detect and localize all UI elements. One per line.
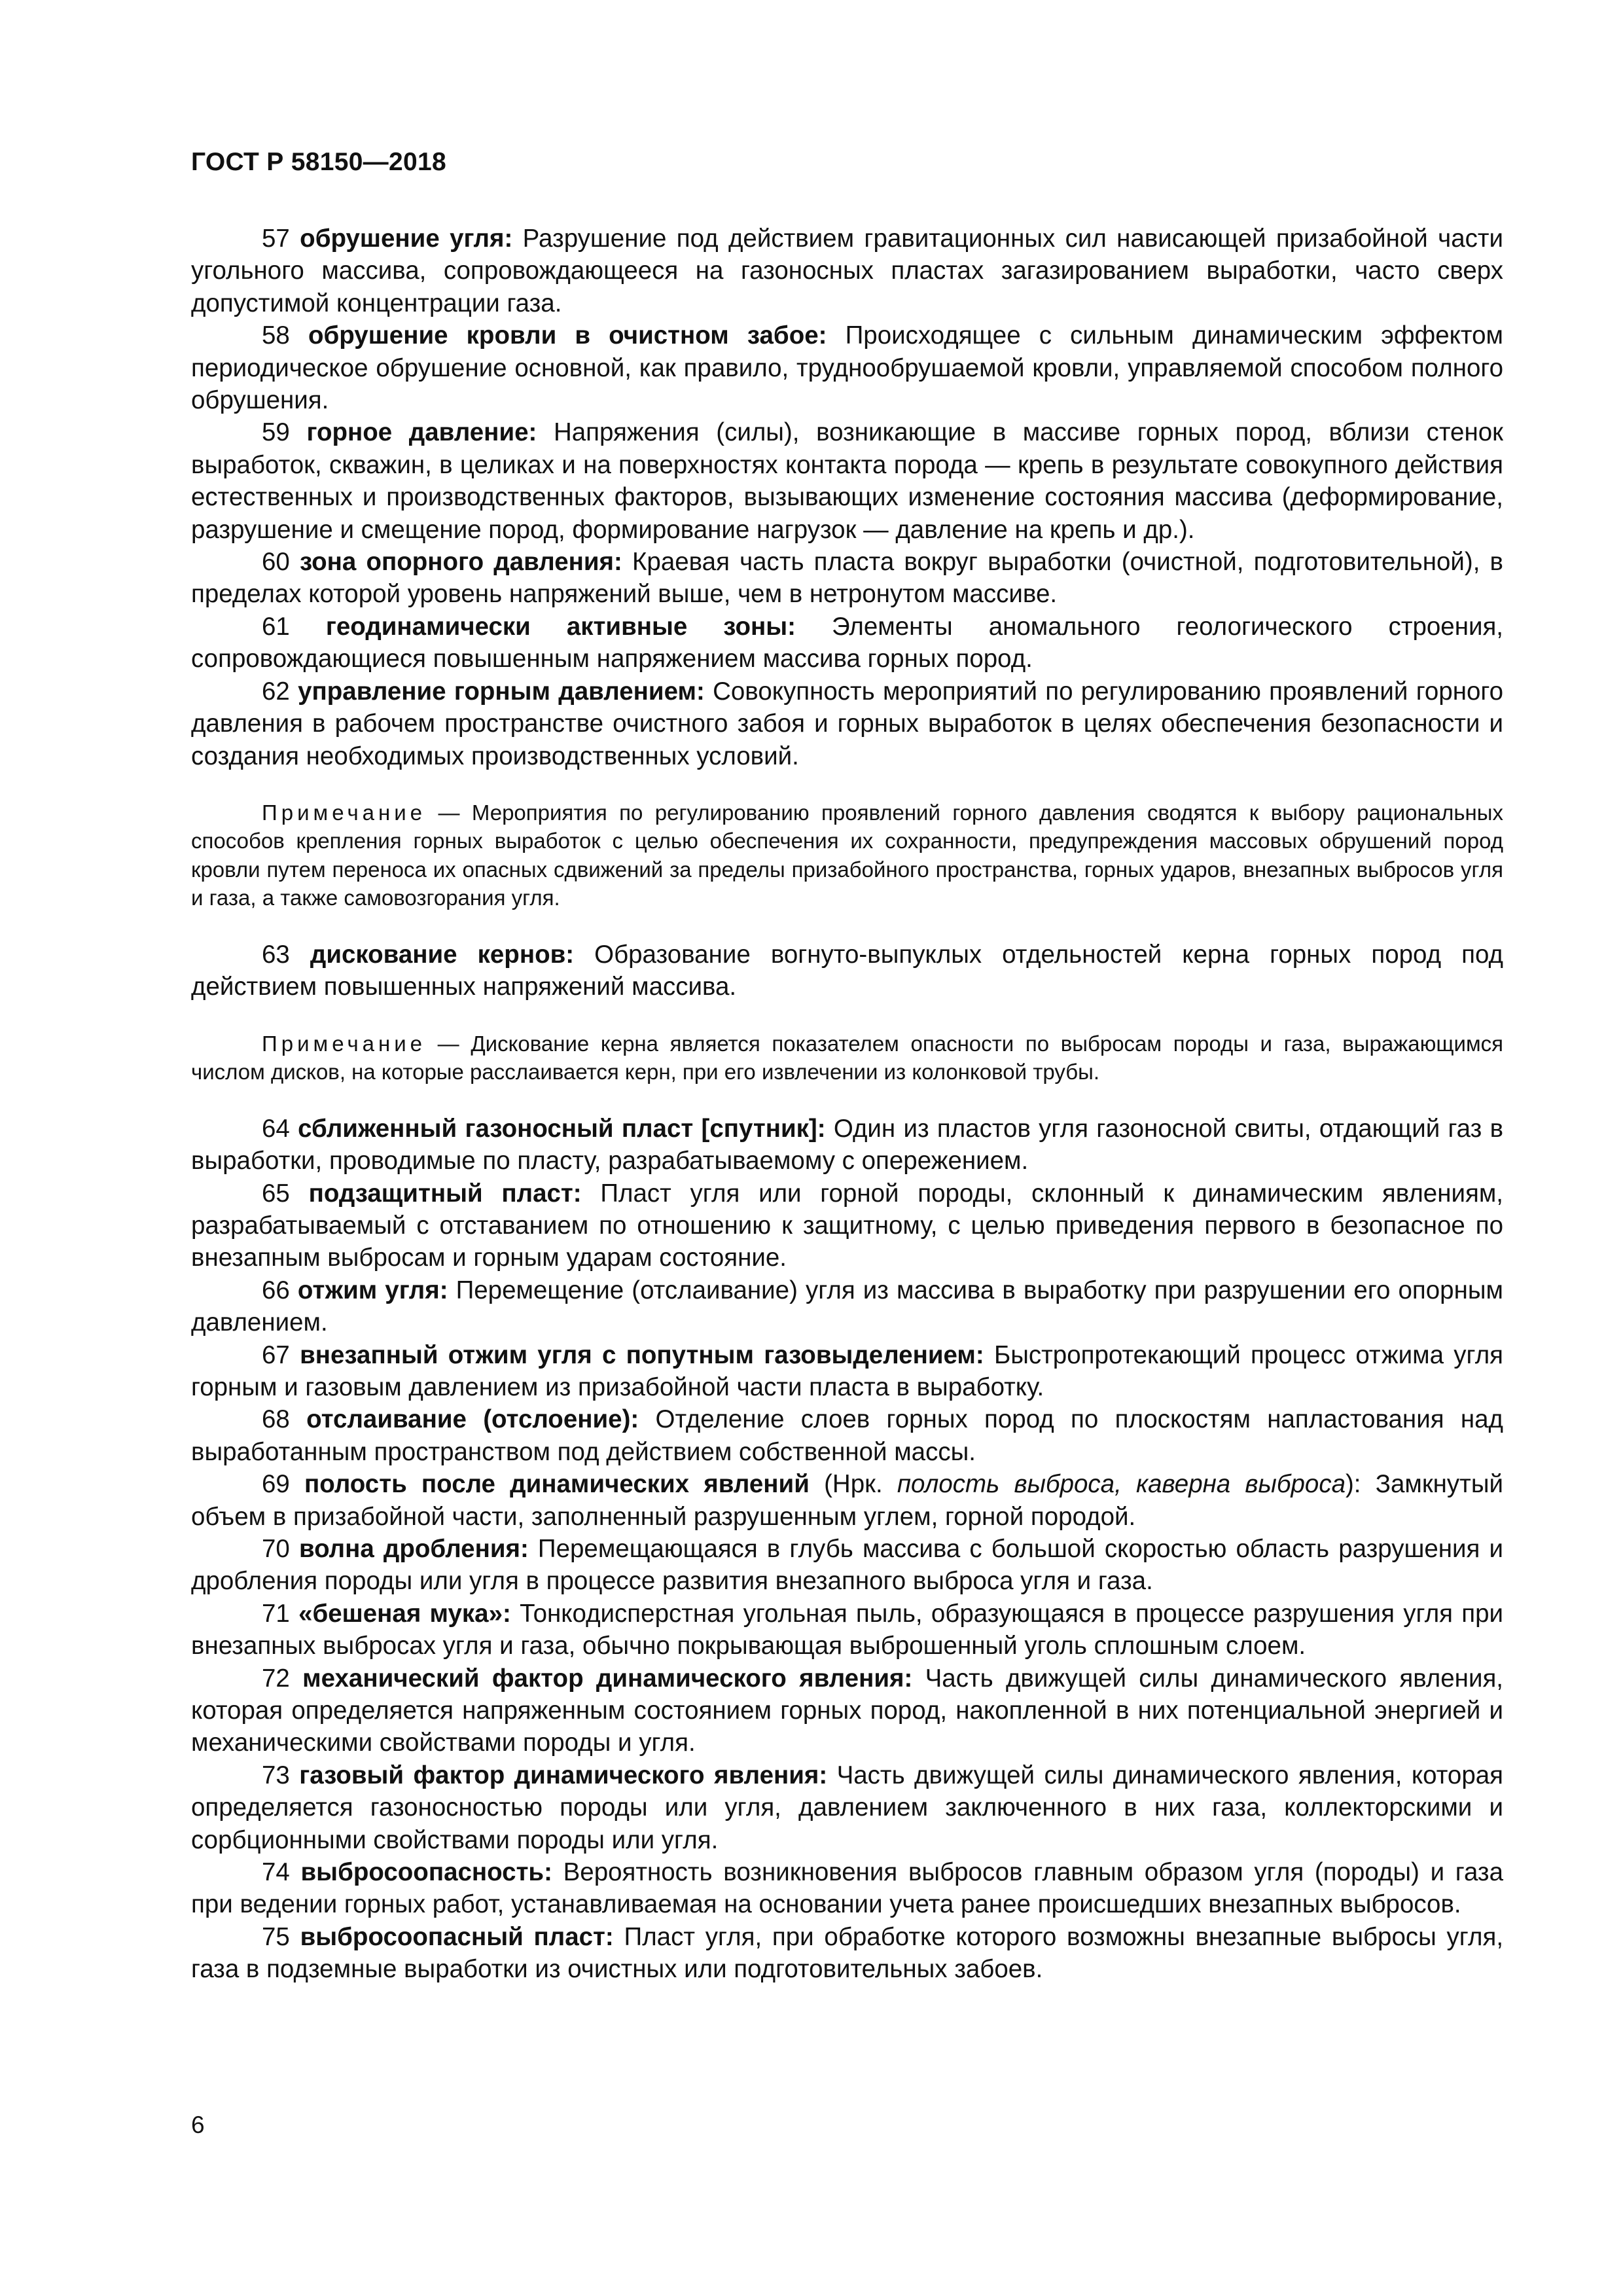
- entry-number: 73: [262, 1761, 290, 1789]
- entry-definition: Образование вогнуто-выпуклых отдельностей керна горных пород под действием повышенных напряжений массива.: [191, 940, 1503, 1001]
- entry-term: обрушение угля:: [300, 224, 513, 253]
- entry-number: 70: [262, 1535, 290, 1563]
- entry-number: 63: [262, 940, 290, 969]
- entry-term: газовый фактор динамического явления:: [299, 1761, 828, 1789]
- entry-term: горное давление:: [306, 418, 537, 447]
- term-entry-59: [191, 416, 1503, 546]
- note-label: Примечание: [262, 800, 427, 825]
- entry-term: зона опорного давления:: [299, 548, 622, 577]
- term-entry-71: [191, 1598, 1503, 1662]
- entry-definition: Пласт угля или горной породы, склонный к динамическим явлениям, разрабатываемый с отставанием по отношению к защитному, с целью приведения первого в безопасное по внезапным выбросам и горным ударам состояние.: [191, 1179, 1503, 1272]
- entry-term: выбросоопасный пласт:: [300, 1922, 614, 1951]
- term-entry-60: [191, 546, 1503, 611]
- entry-number: 67: [262, 1340, 290, 1369]
- entry-number: 61: [262, 612, 290, 641]
- note-text: — Мероприятия по регулированию проявлений горного давления сводятся к выбору рациональных способов крепления горных выработок с целью обеспечения их сохранности, предупреждения массовых обрушений пород кровли путем переноса их опасных сдвижений за пределы призабойного пространства, горных ударов, внезапных выбросов угля и газа, а также самовозгорания угля.: [191, 800, 1503, 910]
- entry-term: сближенный газоносный пласт [спутник]:: [298, 1114, 826, 1143]
- term-entry-66: [191, 1274, 1503, 1339]
- term-entry-62: [191, 675, 1503, 772]
- entry-number: 57: [262, 224, 290, 253]
- entry-definition: Часть движущей силы динамического явления, которая определяется газоносностью породы или угля, давлением заключенного в них газа, коллекторскими и сорбционными свойствами породы или угля.: [191, 1761, 1503, 1854]
- entry-number: 75: [262, 1922, 290, 1951]
- entry-definition: Часть движущей силы динамического явления, которая определяется напряженным состоянием горных пород, накопленной в них потенциальной энергией и механическими свойствами породы и угля.: [191, 1664, 1503, 1757]
- entry-deprecated-terms: полость выброса, каверна выброса: [897, 1470, 1346, 1499]
- entry-term: геодинамически активные зоны:: [325, 612, 796, 641]
- entry-term: механический фактор динамического явления:: [302, 1664, 913, 1693]
- entry-definition: Пласт угля, при обработке которого возможны внезапные выбросы угля, газа в подземные выработки из очистных или подготовительных забоев.: [191, 1922, 1504, 1984]
- note-text: — Дискование керна является показателем опасности по выбросам породы и газа, выражающимся числом дисков, на которые расслаивается керн, при его извлечении из колонковой трубы.: [191, 1031, 1503, 1085]
- page-number: 6: [191, 2111, 205, 2138]
- note-block: [191, 1030, 1503, 1086]
- entry-definition: Тонкодисперстная угольная пыль, образующаяся в процессе разрушения угля при внезапных выбросах угля и газа, обычно покрывающая выброшенный уголь сплошным слоем.: [191, 1599, 1504, 1660]
- entry-term: подзащитный пласт:: [308, 1179, 582, 1208]
- entry-definition: Перемещение (отслаивание) угля из массива в выработку при разрушении его опорным давлением.: [191, 1276, 1503, 1337]
- term-entry-69: [191, 1468, 1503, 1533]
- term-entry-73: [191, 1759, 1503, 1856]
- entry-definition: Отделение слоев горных пород по плоскостям напластования над выработанным пространством под действием собственной массы.: [191, 1405, 1503, 1466]
- entry-term: обрушение кровли в очистном забое:: [308, 321, 827, 350]
- term-entry-67: [191, 1339, 1503, 1404]
- entry-number: 62: [262, 677, 290, 706]
- terms-content: [191, 223, 1503, 1986]
- entry-term: управление горным давлением:: [298, 677, 705, 706]
- term-entry-70: [191, 1533, 1503, 1598]
- term-entry-65: [191, 1177, 1503, 1274]
- entry-term: внезапный отжим угля с попутным газовыделением:: [300, 1340, 984, 1369]
- entry-number: 66: [262, 1276, 290, 1304]
- entry-number: 65: [262, 1179, 290, 1208]
- entry-definition: ): Замкнутый объем в призабойной части, заполненный разрушенным углем, горной породой.: [191, 1470, 1503, 1531]
- entry-number: 71: [262, 1599, 290, 1628]
- term-entry-72: [191, 1662, 1503, 1759]
- term-entry-57: [191, 223, 1503, 319]
- entry-term: отслаивание (отслоение):: [306, 1405, 639, 1434]
- entry-number: 72: [262, 1664, 290, 1693]
- entry-definition: Быстропротекающий процесс отжима угля горным и газовым давлением из призабойной части пласта в выработку.: [191, 1340, 1504, 1401]
- entry-definition: Перемещающаяся в глубь массива с большой скоростью область разрушения и дробления породы или угля в процессе развития внезапного выброса угля и газа.: [191, 1535, 1503, 1596]
- entry-definition: Происходящее с сильным динамическим эффектом периодическое обрушение основной, как правило, труднообрушаемой кровли, управляемой способом полного обрушения.: [191, 321, 1504, 415]
- entry-number: 68: [262, 1405, 290, 1434]
- term-entry-75: [191, 1921, 1503, 1986]
- entry-definition: Краевая часть пласта вокруг выработки (очистной, подготовительной), в пределах которой уровень напряжений выше, чем в нетронутом массиве.: [191, 548, 1503, 609]
- entry-number: 58: [262, 321, 290, 350]
- entry-number: 64: [262, 1114, 290, 1143]
- entry-term: выбросоопасность:: [300, 1858, 552, 1887]
- note-label: Примечание: [262, 1031, 427, 1056]
- term-entry-63: [191, 939, 1503, 1003]
- entry-term: «бешеная мука»:: [298, 1599, 511, 1628]
- entry-definition: Один из пластов угля газоносной свиты, отдающий газ в выработки, проводимые по пласту, разрабатываемому с опережением.: [191, 1114, 1504, 1175]
- term-entry-58: [191, 319, 1503, 416]
- entry-deprecated-prefix: (Нрк.: [824, 1470, 883, 1499]
- term-entry-74: [191, 1856, 1503, 1921]
- entry-definition: Совокупность мероприятий по регулированию проявлений горного давления в рабочем пространстве очистного забоя и горных выработок в целях обеспечения безопасности и создания необходимых производственных условий.: [191, 677, 1503, 770]
- term-entry-61: [191, 611, 1503, 675]
- entry-number: 74: [262, 1858, 290, 1887]
- note-block: [191, 798, 1503, 912]
- entry-definition: Разрушение под действием гравитационных сил нависающей призабойной части угольного массива, сопровождающееся на газоносных пластах загазированием выработки, часто сверх допустимой концентрации газа.: [191, 224, 1504, 317]
- entry-definition: Напряжения (силы), возникающие в массиве горных пород, вблизи стенок выработок, скважин, в целиках и на поверхностях контакта порода — крепь в результате совокупного действия естественных и производственных факторов, вызывающих изменение состояния массива (деформирование, разрушение и смещение пород, формирование нагрузок — давление на крепь и др.).: [191, 418, 1503, 544]
- term-entry-64: [191, 1113, 1503, 1177]
- document-header: ГОСТ Р 58150—2018: [191, 148, 446, 176]
- entry-number: 60: [262, 548, 290, 577]
- entry-term: полость после динамических явлений: [304, 1470, 810, 1499]
- entry-term: волна дробления:: [298, 1535, 529, 1563]
- entry-number: 59: [262, 418, 290, 447]
- entry-number: 69: [262, 1470, 290, 1499]
- entry-definition: Элементы аномального геологического строения, сопровождающиеся повышенным напряжением массива горных пород.: [191, 612, 1504, 673]
- entry-term: отжим угля:: [297, 1276, 448, 1304]
- term-entry-68: [191, 1403, 1503, 1468]
- entry-definition: Вероятность возникновения выбросов главным образом угля (породы) и газа при ведении горных работ, устанавливаемая на основании учета ранее происшедших внезапных выбросов.: [191, 1858, 1503, 1919]
- entry-term: дискование кернов:: [310, 940, 575, 969]
